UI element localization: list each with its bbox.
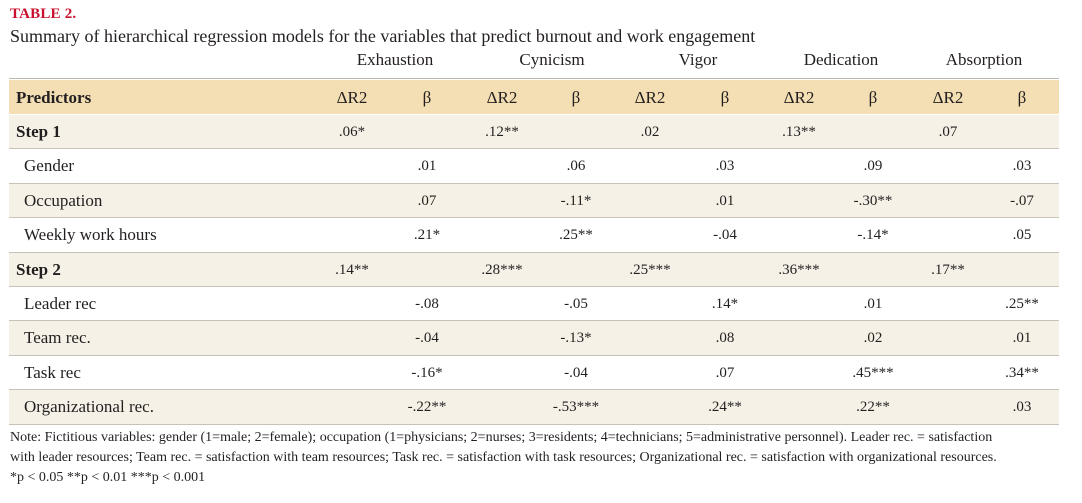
table-row	[9, 253, 1059, 287]
group-header-vigor: Vigor	[678, 50, 718, 69]
header-beta: β	[1017, 88, 1027, 107]
row-label: Weekly work hours	[24, 225, 157, 245]
beta-cell: .01	[417, 158, 437, 175]
row-divider	[9, 424, 1059, 425]
header-delta-r2: ΔR2	[783, 88, 815, 107]
group-header-dedication: Dedication	[803, 50, 879, 69]
row-label: Gender	[24, 156, 75, 176]
delta-r2-cell: .36***	[778, 261, 820, 278]
beta-cell: .22**	[856, 399, 890, 416]
header-delta-r2: ΔR2	[634, 88, 666, 107]
table-row	[9, 115, 1059, 149]
beta-cell: .03	[715, 158, 735, 175]
delta-r2-cell: .14**	[335, 261, 369, 278]
table-row	[9, 184, 1059, 218]
beta-cell: -.16*	[411, 364, 443, 381]
beta-cell: .03	[1012, 158, 1032, 175]
group-header-cynicism: Cynicism	[519, 50, 585, 69]
delta-r2-cell: .17**	[931, 261, 965, 278]
beta-cell: .25**	[1005, 296, 1039, 312]
beta-cell: -.08	[415, 296, 439, 312]
table-row	[9, 390, 1059, 424]
beta-cell: -.14*	[857, 227, 889, 244]
row-label: Task rec	[24, 362, 81, 382]
delta-r2-cell: .13**	[782, 124, 816, 140]
beta-cell: .01	[715, 192, 735, 209]
beta-cell: .21*	[413, 227, 441, 244]
header-beta: β	[571, 88, 581, 107]
beta-cell: .02	[863, 330, 883, 347]
table-header-band	[9, 80, 1059, 114]
delta-r2-cell: .12**	[485, 124, 519, 140]
table-note	[10, 428, 1070, 488]
header-delta-r2: ΔR2	[336, 88, 368, 107]
beta-cell: .07	[417, 192, 437, 209]
header-beta: β	[422, 88, 432, 107]
beta-cell: .24**	[708, 399, 742, 416]
note-line-1: Note: Fictitious variables: gender (1=male; 2=female); occupation (1=physicians; 2=nurses; 3=residents; 4=technicians; 5=administrative personnel). Leader rec. = satisfaction	[10, 430, 993, 445]
beta-cell: -.04	[564, 364, 588, 381]
beta-cell: -.07	[1010, 192, 1034, 209]
group-header-exhaustion: Exhaustion	[356, 50, 434, 69]
beta-cell: -.53***	[552, 399, 600, 416]
beta-cell: .01	[1012, 330, 1032, 347]
beta-cell: .09	[863, 158, 883, 175]
header-predictors: Predictors	[16, 88, 92, 107]
delta-r2-cell: .07	[938, 124, 958, 140]
beta-cell: .07	[715, 364, 735, 381]
header-delta-r2: ΔR2	[486, 88, 518, 107]
note-line-2: with leader resources; Team rec. = satisfaction with team resources; Task rec. = satisfaction with task resources; Organizational rec. = satisfaction with organizational resources.	[10, 450, 997, 465]
row-label: Step 1	[16, 122, 61, 141]
beta-cell: .05	[1012, 227, 1032, 244]
note-line-3: *p < 0.05 **p < 0.01 ***p < 0.001	[10, 470, 206, 485]
table-caption: Summary of hierarchical regression models for the variables that predict burnout and work engagement	[10, 26, 756, 46]
row-label: Organizational rec.	[24, 397, 154, 417]
row-label: Team rec.	[24, 328, 91, 348]
header-beta: β	[868, 88, 878, 107]
beta-cell: .08	[715, 330, 735, 347]
row-label: Step 2	[16, 259, 61, 279]
beta-cell: -.30**	[853, 192, 893, 209]
group-header-absorption: Absorption	[945, 50, 1023, 69]
header-beta: β	[720, 88, 730, 107]
beta-cell: .45***	[852, 364, 894, 381]
table-label: TABLE 2.	[10, 6, 77, 22]
table-row	[9, 149, 1059, 183]
table-row	[9, 356, 1059, 390]
beta-cell: .03	[1012, 399, 1032, 416]
row-label: Leader rec	[24, 294, 97, 313]
beta-cell: -.04	[415, 330, 439, 347]
beta-cell: .01	[863, 296, 883, 312]
delta-r2-cell: .28***	[481, 261, 523, 278]
delta-r2-cell: .06*	[338, 124, 366, 140]
beta-cell: .06	[566, 158, 586, 175]
beta-cell: -.11*	[560, 192, 592, 209]
beta-cell: .14*	[711, 296, 739, 312]
table-top-rule	[9, 78, 1059, 79]
header-delta-r2: ΔR2	[932, 88, 964, 107]
beta-cell: .25**	[559, 227, 593, 244]
beta-cell: -.13*	[560, 330, 592, 347]
beta-cell: .34**	[1005, 364, 1039, 381]
beta-cell: -.04	[713, 227, 737, 244]
beta-cell: -.05	[564, 296, 588, 312]
delta-r2-cell: .25***	[629, 261, 671, 278]
delta-r2-cell: .02	[640, 124, 660, 140]
table-row	[9, 321, 1059, 355]
row-label: Occupation	[24, 190, 103, 210]
beta-cell: -.22**	[407, 399, 447, 416]
table-row	[9, 218, 1059, 252]
table-row	[9, 287, 1059, 321]
